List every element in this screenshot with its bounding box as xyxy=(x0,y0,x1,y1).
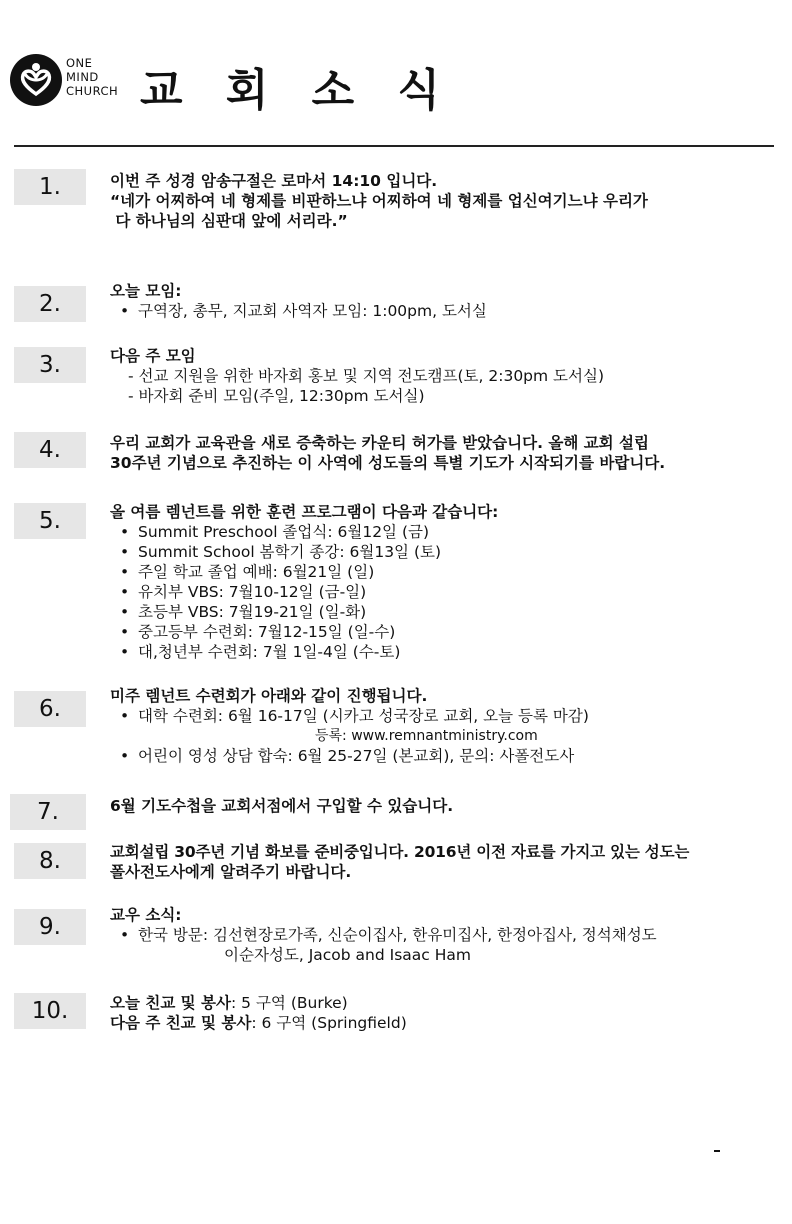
section-4 xyxy=(110,433,785,473)
section-3 xyxy=(110,346,785,406)
section-7 xyxy=(110,796,785,816)
section-number: 5. xyxy=(14,503,86,539)
section-heading: 교우 소식: xyxy=(110,906,182,924)
text-line xyxy=(110,1013,785,1033)
text-line: 다 하나님의 심판대 앞에 서리라.” xyxy=(110,212,348,230)
section-heading: 오늘 모임: xyxy=(110,282,182,300)
list-item: • 중고등부 수련회: 7월12-15일 (일-수) xyxy=(138,622,785,642)
brand-line: ONE xyxy=(66,56,93,70)
text-line: 6월 기도수첩을 교회서점에서 구입할 수 있습니다. xyxy=(110,797,454,815)
section-heading: 올 여름 렘넌트를 위한 훈련 프로그램이 다음과 같습니다: xyxy=(110,503,499,521)
fellowship-next-value: : 6 구역 (Springfield) xyxy=(251,1014,407,1032)
church-name xyxy=(66,56,118,98)
section-8 xyxy=(110,842,785,882)
list-item: • Summit School 봄학기 종강: 6월13일 (토) xyxy=(138,542,785,562)
list-item: • 한국 방문: 김선현장로가족, 신순이집사, 한유미집사, 한정아집사, 정석채성도 xyxy=(138,925,785,945)
list-item: • 초등부 VBS: 7월19-21일 (일-화) xyxy=(138,602,785,622)
brand-line: CHURCH xyxy=(66,84,119,98)
list-item: • Summit Preschool 졸업식: 6월12일 (금) xyxy=(138,522,785,542)
page-title: 교 회 소 식 xyxy=(140,65,454,116)
section-number: 8. xyxy=(14,843,86,879)
section-10 xyxy=(110,993,785,1033)
list-item-continuation: 이순자성도, Jacob and Isaac Ham xyxy=(224,946,471,964)
list-item: • 대학 수련회: 6월 16-17일 (시카고 성국장로 교회, 오늘 등록 마감) xyxy=(138,706,785,726)
section-heading: 미주 렘넌트 수련회가 아래와 같이 진행됩니다. xyxy=(110,687,428,705)
text-line: 교회설립 30주년 기념 화보를 준비중입니다. 2016년 이전 자료를 가지고 있는 성도는 xyxy=(110,843,690,861)
text-line: 폴사전도사에게 알려주기 바랍니다. xyxy=(110,863,352,881)
list-item: • 주일 학교 졸업 예배: 6월21일 (일) xyxy=(138,562,785,582)
fellowship-today-label: 오늘 친교 및 봉사 xyxy=(110,994,232,1012)
fellowship-next-label: 다음 주 친교 및 봉사 xyxy=(110,1014,252,1032)
section-number: 6. xyxy=(14,691,86,727)
heart-figure-icon xyxy=(10,54,62,106)
section-number: 7. xyxy=(10,794,86,830)
section-number: 10. xyxy=(14,993,86,1029)
brand-line: MIND xyxy=(66,70,99,84)
section-heading: 다음 주 모임 xyxy=(110,347,196,365)
list-item: • 대,청년부 수련회: 7월 1일-4일 (수-토) xyxy=(138,642,785,662)
section-1 xyxy=(110,171,785,231)
text-line: 우리 교회가 교육관을 새로 증축하는 카운티 허가를 받았습니다. 올해 교회 설립 xyxy=(110,434,649,452)
list-item: - 선교 지원을 위한 바자회 홍보 및 지역 전도캠프(토, 2:30pm 도서실) xyxy=(128,367,605,385)
list-item: • 어린이 영성 상담 합숙: 6월 25-27일 (본교회), 문의: 사폴전도사 xyxy=(138,746,785,766)
church-logo xyxy=(10,54,62,106)
section-2 xyxy=(110,281,785,321)
page-mark xyxy=(714,1150,720,1152)
list-item: • 구역장, 총무, 지교회 사역자 모임: 1:00pm, 도서실 xyxy=(138,301,785,321)
text-line: “네가 어찌하여 네 형제를 비판하느냐 어찌하여 네 형제를 업신여기느냐 우리가 xyxy=(110,192,648,210)
section-6 xyxy=(110,686,785,766)
text-line xyxy=(110,993,785,1013)
section-number: 4. xyxy=(14,432,86,468)
section-number: 3. xyxy=(14,347,86,383)
registration-link: 등록: www.remnantministry.com xyxy=(315,728,538,744)
list-item: • 유치부 VBS: 7월10-12일 (금-일) xyxy=(138,582,785,602)
section-number: 1. xyxy=(14,169,86,205)
text-line: 이번 주 성경 암송구절은 로마서 14:10 입니다. xyxy=(110,172,438,190)
section-number: 2. xyxy=(14,286,86,322)
section-number: 9. xyxy=(14,909,86,945)
fellowship-today-value: : 5 구역 (Burke) xyxy=(231,994,348,1012)
list-item: - 바자회 준비 모임(주일, 12:30pm 도서실) xyxy=(128,387,425,405)
text-line: 30주년 기념으로 추진하는 이 사역에 성도들의 특별 기도가 시작되기를 바랍니다. xyxy=(110,454,666,472)
header-divider xyxy=(14,145,774,147)
section-9 xyxy=(110,905,785,965)
section-5 xyxy=(110,502,785,662)
